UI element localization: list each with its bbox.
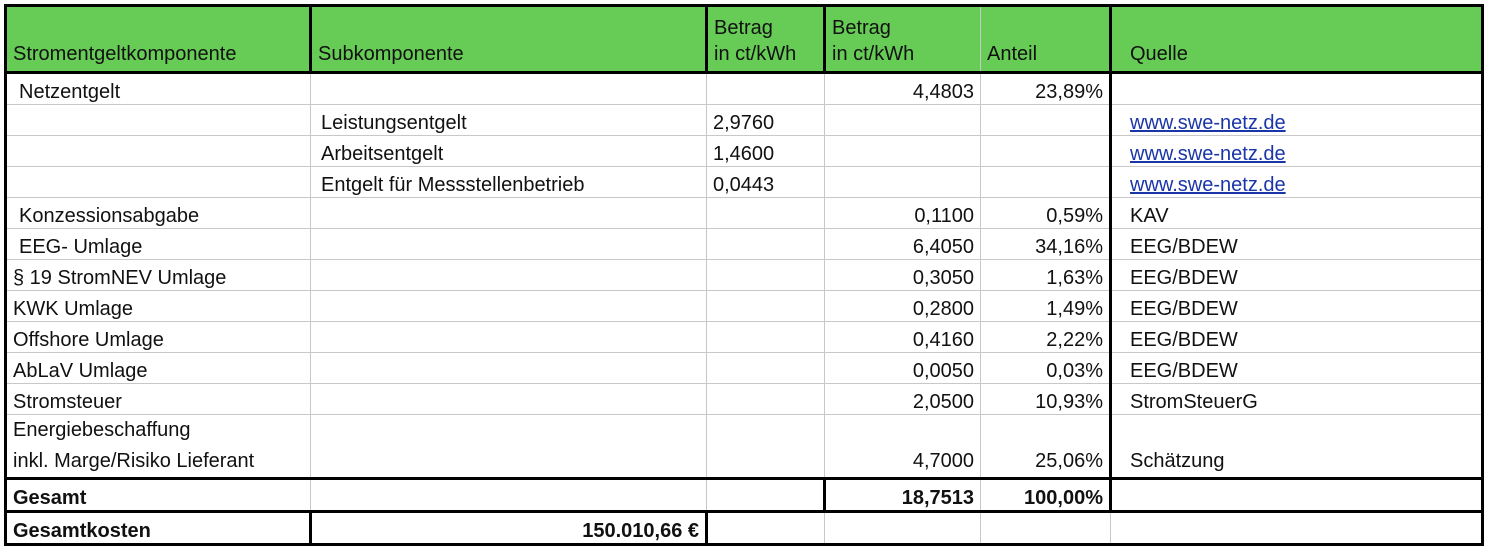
header-subkomponente: Subkomponente bbox=[311, 6, 707, 73]
betrag-sub-cell bbox=[707, 291, 825, 322]
betrag-sub-cell bbox=[707, 198, 825, 229]
sub-cell bbox=[311, 384, 707, 415]
quelle-cell bbox=[1111, 73, 1483, 105]
anteil-cell: 0,03% bbox=[981, 353, 1111, 384]
quelle-cell: EEG/BDEW bbox=[1111, 353, 1483, 384]
sub-cell bbox=[311, 479, 707, 512]
gesamtkosten-row bbox=[6, 512, 1483, 545]
komponente-cell bbox=[6, 167, 311, 198]
header-quelle: Quelle bbox=[1111, 6, 1483, 73]
betrag-sub-cell: 2,9760 bbox=[707, 105, 825, 136]
komponente-cell: Energiebeschaffung inkl. Marge/Risiko Lieferant bbox=[6, 415, 311, 479]
cost-table bbox=[4, 4, 1484, 546]
table-row bbox=[6, 384, 1483, 415]
betrag-sub-cell bbox=[707, 73, 825, 105]
quelle-cell: Schätzung bbox=[1111, 415, 1483, 479]
gesamtkosten-label: Gesamtkosten bbox=[6, 512, 311, 545]
sub-cell bbox=[311, 198, 707, 229]
anteil-cell: 10,93% bbox=[981, 384, 1111, 415]
quelle-cell: EEG/BDEW bbox=[1111, 322, 1483, 353]
anteil-cell: 34,16% bbox=[981, 229, 1111, 260]
table-row bbox=[6, 73, 1483, 105]
betrag-cell: 4,7000 bbox=[825, 415, 981, 479]
table-row-energiebeschaffung bbox=[6, 415, 1483, 479]
betrag-cell bbox=[825, 105, 981, 136]
anteil-cell: 2,22% bbox=[981, 322, 1111, 353]
betrag-sub-cell bbox=[707, 415, 825, 479]
header-row bbox=[6, 6, 1483, 73]
table-row bbox=[6, 322, 1483, 353]
betrag-cell: 0,3050 bbox=[825, 260, 981, 291]
betrag-cell bbox=[825, 136, 981, 167]
table-row bbox=[6, 229, 1483, 260]
sub-cell bbox=[311, 353, 707, 384]
quelle-cell: EEG/BDEW bbox=[1111, 229, 1483, 260]
quelle-cell bbox=[1111, 167, 1483, 198]
komponente-cell bbox=[6, 136, 311, 167]
gesamt-betrag: 18,7513 bbox=[825, 479, 981, 512]
betrag-sub-cell bbox=[707, 229, 825, 260]
betrag-cell: 6,4050 bbox=[825, 229, 981, 260]
anteil-cell bbox=[981, 105, 1111, 136]
betrag-cell: 0,1100 bbox=[825, 198, 981, 229]
anteil-cell: 25,06% bbox=[981, 415, 1111, 479]
anteil-cell bbox=[981, 136, 1111, 167]
komponente-cell: KWK Umlage bbox=[6, 291, 311, 322]
gesamt-anteil: 100,00% bbox=[981, 479, 1111, 512]
sub-cell: Entgelt für Messstellenbetrieb bbox=[311, 167, 707, 198]
sub-cell bbox=[311, 73, 707, 105]
sub-cell bbox=[311, 322, 707, 353]
betrag-cell: 0,4160 bbox=[825, 322, 981, 353]
quelle-cell: StromSteuerG bbox=[1111, 384, 1483, 415]
betrag-cell: 4,4803 bbox=[825, 73, 981, 105]
betrag-sub-cell bbox=[707, 260, 825, 291]
quelle-cell bbox=[1111, 105, 1483, 136]
table-row bbox=[6, 260, 1483, 291]
table-row bbox=[6, 291, 1483, 322]
anteil-cell bbox=[981, 167, 1111, 198]
gesamtkosten-value: 150.010,66 € bbox=[311, 512, 707, 545]
betrag-sub-cell bbox=[707, 384, 825, 415]
quelle-link[interactable]: www.swe-netz.de bbox=[1130, 112, 1286, 134]
betrag-sub-cell: 0,0443 bbox=[707, 167, 825, 198]
anteil-cell: 1,63% bbox=[981, 260, 1111, 291]
betrag-cell: 0,2800 bbox=[825, 291, 981, 322]
empty-cell bbox=[981, 512, 1111, 545]
komponente-cell: Netzentgelt bbox=[6, 73, 311, 105]
gesamt-label: Gesamt bbox=[6, 479, 311, 512]
quelle-cell bbox=[1111, 136, 1483, 167]
sub-cell bbox=[311, 260, 707, 291]
betrag-cell bbox=[825, 167, 981, 198]
quelle-link[interactable]: www.swe-netz.de bbox=[1130, 174, 1286, 196]
sub-cell: Leistungsentgelt bbox=[311, 105, 707, 136]
header-betrag-sub: Betrag in ct/kWh bbox=[707, 6, 825, 73]
sub-cell bbox=[311, 291, 707, 322]
table-row bbox=[6, 105, 1483, 136]
empty-cell bbox=[707, 512, 825, 545]
komponente-cell: Konzessionsabgabe bbox=[6, 198, 311, 229]
komponente-cell: § 19 StromNEV Umlage bbox=[6, 260, 311, 291]
table-row bbox=[6, 353, 1483, 384]
betrag-cell: 0,0050 bbox=[825, 353, 981, 384]
sub-cell bbox=[311, 229, 707, 260]
anteil-cell: 0,59% bbox=[981, 198, 1111, 229]
komponente-cell: Stromsteuer bbox=[6, 384, 311, 415]
sub-cell bbox=[311, 415, 707, 479]
quelle-cell: EEG/BDEW bbox=[1111, 291, 1483, 322]
anteil-cell: 23,89% bbox=[981, 73, 1111, 105]
betrag-sub-cell: 1,4600 bbox=[707, 136, 825, 167]
betrag-sub-cell bbox=[707, 479, 825, 512]
quelle-cell bbox=[1111, 479, 1483, 512]
table-row bbox=[6, 167, 1483, 198]
quelle-cell: KAV bbox=[1111, 198, 1483, 229]
betrag-cell: 2,0500 bbox=[825, 384, 981, 415]
empty-cell bbox=[825, 512, 981, 545]
anteil-cell: 1,49% bbox=[981, 291, 1111, 322]
empty-cell bbox=[1111, 512, 1483, 545]
table-row bbox=[6, 136, 1483, 167]
betrag-sub-cell bbox=[707, 322, 825, 353]
komponente-cell: EEG- Umlage bbox=[6, 229, 311, 260]
header-komponente: Stromentgeltkomponente bbox=[6, 6, 311, 73]
gesamt-row bbox=[6, 479, 1483, 512]
quelle-cell: EEG/BDEW bbox=[1111, 260, 1483, 291]
quelle-link[interactable]: www.swe-netz.de bbox=[1130, 143, 1286, 165]
komponente-cell: Offshore Umlage bbox=[6, 322, 311, 353]
header-anteil: Anteil bbox=[981, 6, 1111, 73]
sub-cell: Arbeitsentgelt bbox=[311, 136, 707, 167]
table-row bbox=[6, 198, 1483, 229]
betrag-sub-cell bbox=[707, 353, 825, 384]
header-betrag: Betrag in ct/kWh bbox=[825, 6, 981, 73]
komponente-cell bbox=[6, 105, 311, 136]
komponente-cell: AbLaV Umlage bbox=[6, 353, 311, 384]
